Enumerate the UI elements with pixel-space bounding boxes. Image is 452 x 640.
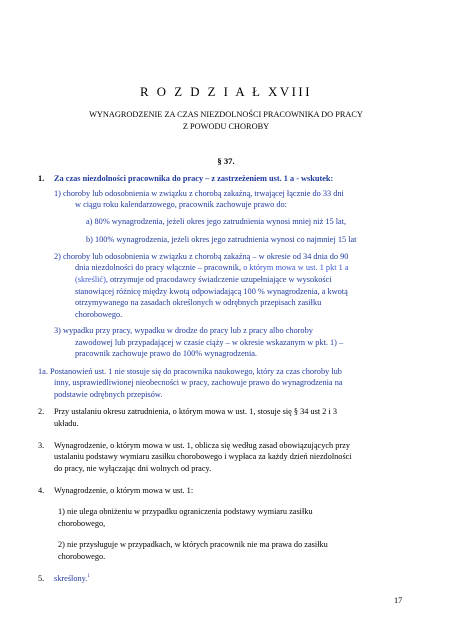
sub1b-line: b) 100% wynagrodzenia, jeżeli okres jego zatrudnienia wynosi co najmniej 15 lat (86, 235, 357, 244)
chapter-title: R O Z D Z I A Ł XVIII (140, 85, 312, 99)
item5-text: skreślony. (54, 574, 88, 583)
sub3-line1: 3) wypadku przy pracy, wypadku w drodze do pracy lub z pracy albo choroby (54, 326, 313, 335)
item5-line (54, 574, 90, 584)
sub1-line2: w ciągu roku kalendarzowego, pracownik zachowuje prawo do: (75, 200, 287, 209)
item3-number: 3. (38, 441, 45, 450)
sub1-line1: 1) choroby lub odosobnienia w związku z chorobą zakaźną, trwającej łącznie do 33 dni (54, 189, 344, 198)
item5-footnote-marker[interactable]: 1 (87, 574, 90, 580)
sub2-line3-text: , otrzymuje od pracodawcy świadczenie uzupełniające w wysokości (105, 275, 332, 284)
item4-number: 4. (38, 486, 45, 495)
item4-1-line1: 1) nie ulega obniżeniu w przypadku ograniczenia podstawy wymiaru zasiłku (58, 507, 313, 516)
item3-line1: Wynagrodzenie, o którym mowa w ust. 1, oblicza się według zasad obowiązujących przy (54, 441, 351, 450)
sub3-line3: pracownik zachowuje prawo do 100% wynagrodzenia. (75, 349, 258, 358)
sub2-line6: chorobowego. (75, 310, 123, 319)
item1a-line2: inny, usprawiedliwionej nieobecności w pracy, zachowuje prawo do wynagrodzenia na (54, 378, 343, 387)
item5-number: 5. (38, 574, 45, 583)
item1a-line3: podstawie odrębnych przepisów. (54, 390, 163, 399)
sub2-line2 (75, 263, 349, 273)
item4-text: Wynagrodzenie, o którym mowa w ust. 1: (54, 486, 194, 495)
sub3-line2: zawodowej lub przypadającej w czasie ciąży – w okresie wskazanym w pkt. 1) – (75, 338, 344, 347)
sub1a-line: a) 80% wynagrodzenia, jeżeli okres jego zatrudnienia wynosi mniej niż 15 lat, (86, 217, 347, 226)
item1-text: Za czas niezdolności pracownika do pracy – z zastrzeżeniem ust. 1 a - wskutek: (54, 174, 334, 183)
sub2-strike-note: (skreślić) (75, 275, 106, 284)
item2-line2: układu. (54, 419, 79, 428)
sub2-line3 (75, 275, 332, 285)
item4-2-line1: 2) nie przysługuje w przypadkach, w których pracownik nie ma prawa do zasiłku (58, 540, 328, 549)
item2-number: 2. (38, 407, 45, 416)
chapter-subtitle-line1: WYNAGRODZENIE ZA CZAS NIEZDOLNOŚCI PRACOWNIKA DO PRACY (89, 110, 363, 119)
sub2-line4: stanowiącej różnicę między kwotą odpowiadającą 100 % wynagrodzenia, a kwotą (75, 287, 348, 296)
page-number: 17 (394, 596, 403, 605)
sub2-line1: 2) choroby lub odosobnienia w związku z chorobą zakaźną – w okresie od 34 dnia do 90 (54, 252, 349, 261)
paragraph-symbol: § 37. (217, 156, 235, 166)
sub2-reference-link: o którym mowa w ust. 1 pkt 1 a (243, 263, 349, 272)
sub2-line2-text: dnia niezdolności do pracy włącznie – pracownik, (75, 263, 244, 272)
item1a-line1: 1a. Postanowień ust. 1 nie stosuje się do pracownika naukowego, który za czas choroby lub (38, 367, 342, 376)
item3-line2: ustalaniu podstawy wymiaru zasiłku chorobowego i wypłaca za każdy dzień niezdolności (54, 452, 352, 461)
item3-line3: do pracy, nie wyłączając dni wolnych od pracy. (54, 464, 212, 473)
sub2-line5: otrzymywanego na zasadach określonych w odrębnych przepisach zasiłku (75, 298, 322, 307)
item1-number: 1. (38, 174, 45, 183)
item4-2-line2: chorobowego. (58, 552, 106, 561)
chapter-subtitle-line2: Z POWODU CHOROBY (182, 122, 270, 131)
item2-line1: Przy ustalaniu okresu zatrudnienia, o którym mowa w ust. 1, stosuje się § 34 ust 2 i 3 (54, 407, 337, 416)
item4-1-line2: chorobowego, (58, 519, 106, 528)
